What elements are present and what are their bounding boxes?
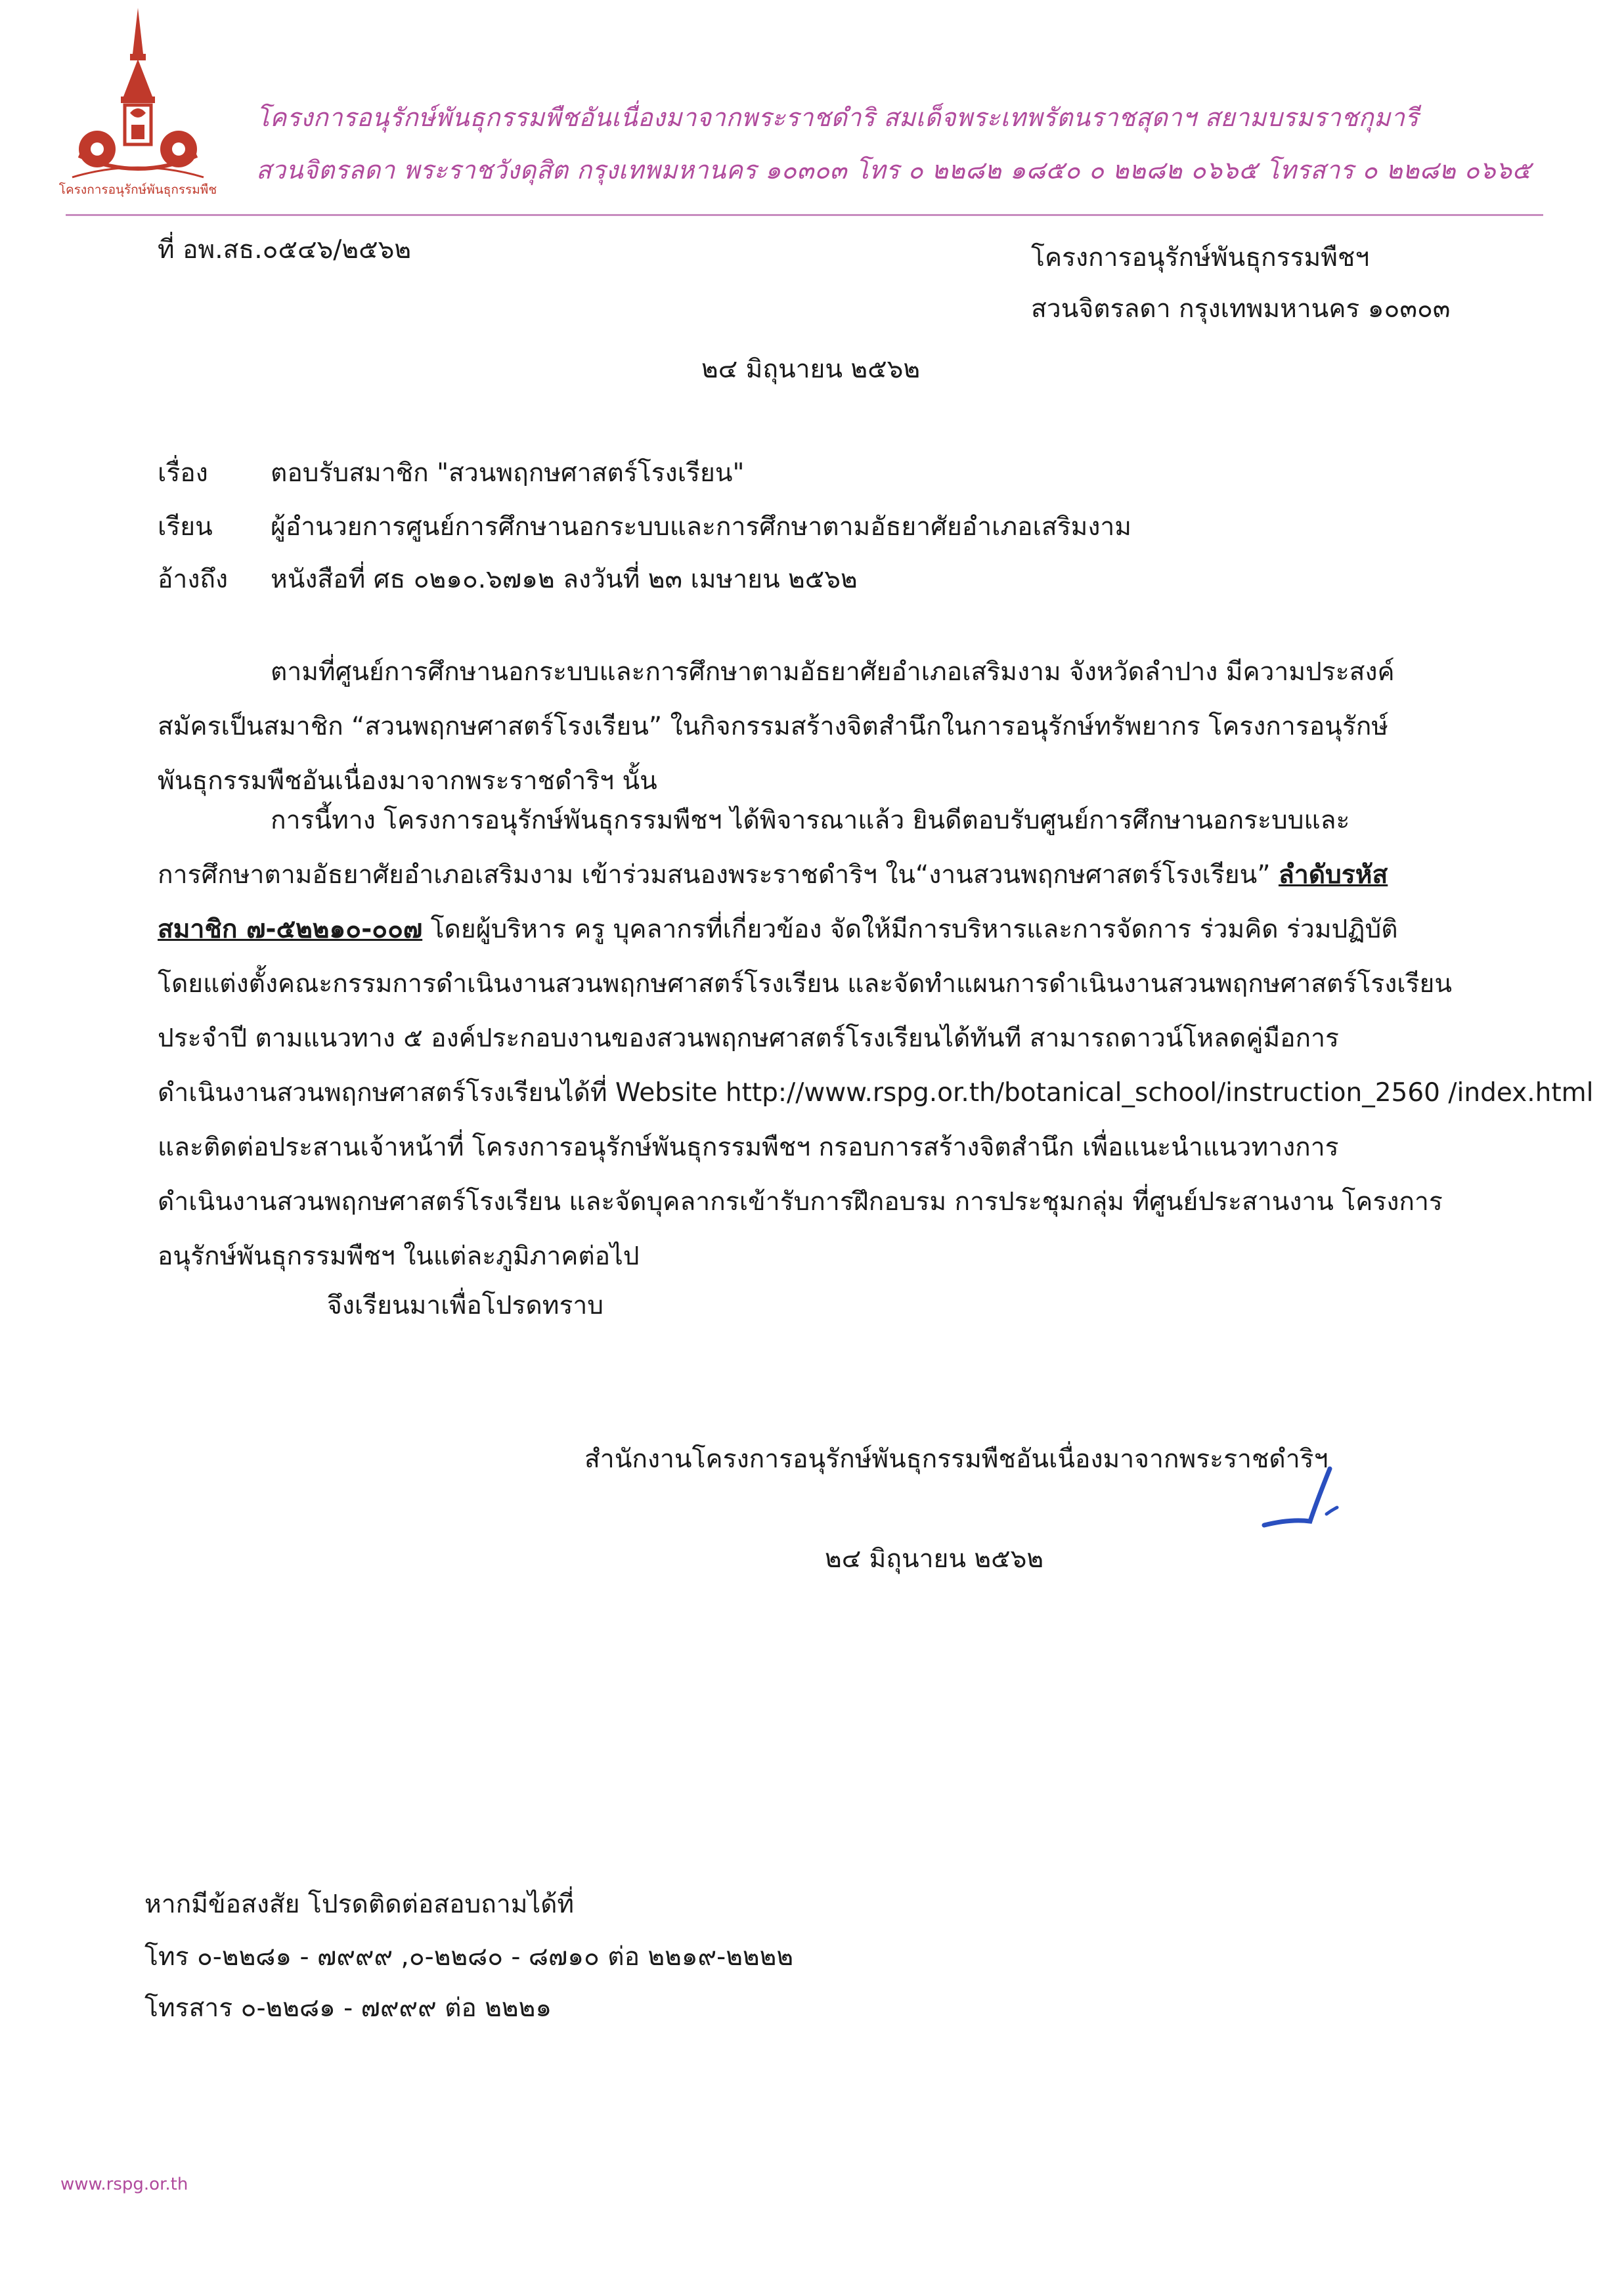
rspg-logo xyxy=(53,8,223,198)
paragraph-2-text: การศึกษาตามอัธยาศัยอำเภอเสริมงาม เข้าร่วมสนองพระราชดำริฯ ใน“งานสวนพฤกษศาสตร์โรงเรียน” xyxy=(158,860,1279,890)
sender-line-1: โครงการอนุรักษ์พันธุกรรมพืชฯ xyxy=(1031,243,1370,272)
subject-label: เรื่อง xyxy=(158,458,208,488)
contact-intro: หากมีข้อสงสัย โปรดติดต่อสอบถามได้ที่ xyxy=(144,1890,575,1919)
paragraph-2-line: ประจำปี ตามแนวทาง ๕ องค์ประกอบงานของสวนพฤกษศาสตร์โรงเรียนได้ทันที สามารถดาวน์โหลดคู่มือการ xyxy=(158,1024,1339,1053)
paragraph-1 xyxy=(158,645,1463,808)
paragraph-2-line: โดยแต่งตั้งคณะกรรมการดำเนินงานสวนพฤกษศาสตร์โรงเรียน และจัดทำแผนการดำเนินงานสวนพฤกษศาสตร์โรงเรียน xyxy=(158,969,1453,999)
signatory-office: สำนักงานโครงการอนุรักษ์พันธุกรรมพืชอันเนื่องมาจากพระราชดำริฯ xyxy=(584,1444,1328,1474)
contact-fax: โทรสาร ๐-๒๒๘๑ - ๗๙๙๙ ต่อ ๒๒๒๑ xyxy=(144,1993,552,2023)
member-code: สมาชิก ๗-๕๒๒๑๐-๐๐๗ xyxy=(158,915,423,944)
paragraph-2-line xyxy=(158,848,1463,902)
svg-text:โครงการอนุรักษ์พันธุกรรมพืช: โครงการอนุรักษ์พันธุกรรมพืช xyxy=(58,183,217,197)
footer-url: www.rspg.or.th xyxy=(60,2175,188,2194)
to-value: ผู้อำนวยการศูนย์การศึกษานอกระบบและการศึกษาตามอัธยาศัยอำเภอเสริมงาม xyxy=(271,512,1132,542)
paragraph-2-line: อนุรักษ์พันธุกรรมพืชฯ ในแต่ละภูมิภาคต่อไป xyxy=(158,1242,640,1271)
reference-label: อ้างถึง xyxy=(158,565,229,594)
paragraph-2 xyxy=(158,793,1594,1284)
paragraph-2-line: ดำเนินงานสวนพฤกษศาสตร์โรงเรียนได้ที่ Website http://www.rspg.or.th/botanical_school/instruction_2560 /index.html xyxy=(158,1078,1594,1108)
reference-number: ที่ อพ.สธ.๐๕๔๖/๒๕๖๒ xyxy=(158,235,412,265)
contact-phone: โทร ๐-๒๒๘๑ - ๗๙๙๙ ,๐-๒๒๘๐ - ๘๗๑๐ ต่อ ๒๒๑๙-๒๒๒๒ xyxy=(144,1942,794,1972)
signature-mark xyxy=(1254,1463,1353,1535)
letterhead-line-2: สวนจิตรลดา พระราชวังดุสิต กรุงเทพมหานคร ๑๐๓๐๓ โทร ๐ ๒๒๘๒ ๑๘๕๐ ๐ ๒๒๘๒ ๐๖๖๕ โทรสาร ๐ ๒๒๘๒ ๐๖๖๕ xyxy=(256,156,1531,184)
paragraph-1-line: ตามที่ศูนย์การศึกษานอกระบบและการศึกษาตามอัธยาศัยอำเภอเสริมงาม จังหวัดลำปาง มีความประสงค์ xyxy=(271,657,1395,687)
paragraph-1-line: สมัครเป็นสมาชิก “สวนพฤกษศาสตร์โรงเรียน” ในกิจกรรมสร้างจิตสำนึกในการอนุรักษ์ทรัพยากร โครงการอนุรักษ์ xyxy=(158,712,1389,741)
paragraph-2-line: ดำเนินงานสวนพฤกษศาสตร์โรงเรียน และจัดบุคลากรเข้ารับการฝึกอบรม การประชุมกลุ่ม ที่ศูนย์ประสานงาน โครงการ xyxy=(158,1187,1443,1217)
closing-line: จึงเรียนมาเพื่อโปรดทราบ xyxy=(327,1291,604,1320)
signature-date: ๒๔ มิถุนายน ๒๕๖๒ xyxy=(825,1544,1044,1574)
letterhead-divider xyxy=(66,214,1543,216)
reference-value: หนังสือที่ ศธ ๐๒๑๐.๖๗๑๒ ลงวันที่ ๒๓ เมษายน ๒๕๖๒ xyxy=(271,565,858,594)
sender-line-2: สวนจิตรลดา กรุงเทพมหานคร ๑๐๓๐๓ xyxy=(1031,294,1451,324)
subject-value: ตอบรับสมาชิก "สวนพฤกษศาสตร์โรงเรียน" xyxy=(271,458,745,488)
member-code-label: ลำดับรหัส xyxy=(1278,860,1388,890)
to-label: เรียน xyxy=(158,512,213,542)
paragraph-2-line: การนี้ทาง โครงการอนุรักษ์พันธุกรรมพืชฯ ได้พิจารณาแล้ว ยินดีตอบรับศูนย์การศึกษานอกระบบและ xyxy=(271,806,1350,835)
paragraph-2-line: และติดต่อประสานเจ้าหน้าที่ โครงการอนุรักษ์พันธุกรรมพืชฯ กรอบการสร้างจิตสำนึก เพื่อแนะนำแนวทางการ xyxy=(158,1133,1339,1162)
letterhead-line-1: โครงการอนุรักษ์พันธุกรรมพืชอันเนื่องมาจากพระราชดำริ สมเด็จพระเทพรัตนราชสุดาฯ สยามบรมราชกุมารี xyxy=(256,103,1419,132)
paragraph-2-text: โดยผู้บริหาร ครู บุคลากรที่เกี่ยวข้อง จัดให้มีการบริหารและการจัดการ ร่วมคิด ร่วมปฏิบัติ xyxy=(422,915,1398,944)
letter-date: ๒๔ มิถุนายน ๒๕๖๒ xyxy=(701,355,921,384)
paragraph-1-line: พันธุกรรมพืชอันเนื่องมาจากพระราชดำริฯ นั้น xyxy=(158,766,657,796)
paragraph-2-line xyxy=(158,902,1463,957)
